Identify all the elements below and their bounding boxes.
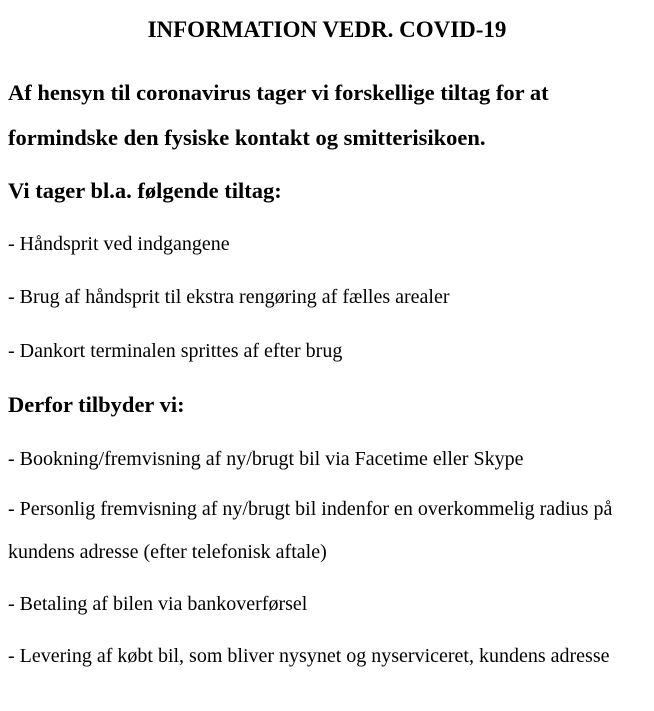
offer-item-video-booking: - Bookning/fremvisning af ny/brugt bil via Facetime eller Skype bbox=[8, 448, 524, 470]
measure-item-common-areas: - Brug af håndsprit til ekstra rengøring af fælles arealer bbox=[8, 286, 450, 308]
measure-item-card-terminal: - Dankort terminalen sprittes af efter brug bbox=[8, 340, 343, 362]
offer-item-home-viewing: - Personlig fremvisning af ny/brugt bil indenfor en overkommelig radius på kundens adresse (efter telefonisk aftale) bbox=[8, 498, 613, 563]
measure-item-hand-sanitizer: - Håndsprit ved indgangene bbox=[8, 233, 230, 255]
offers-heading: Derfor tilbyder vi: bbox=[8, 392, 185, 417]
measures-heading: Vi tager bl.a. følgende tiltag: bbox=[8, 178, 282, 203]
offer-item-bank-transfer: - Betaling af bilen via bankoverførsel bbox=[8, 593, 308, 615]
offer-item-delivery: - Levering af købt bil, som bliver nysynet og nyserviceret, kundens adresse bbox=[8, 645, 610, 667]
document-title: INFORMATION VEDR. COVID-19 bbox=[147, 17, 507, 42]
intro-paragraph: Af hensyn til coronavirus tager vi forskellige tiltag for at formindske den fysiske kontakt og smitterisikoen. bbox=[8, 80, 549, 150]
